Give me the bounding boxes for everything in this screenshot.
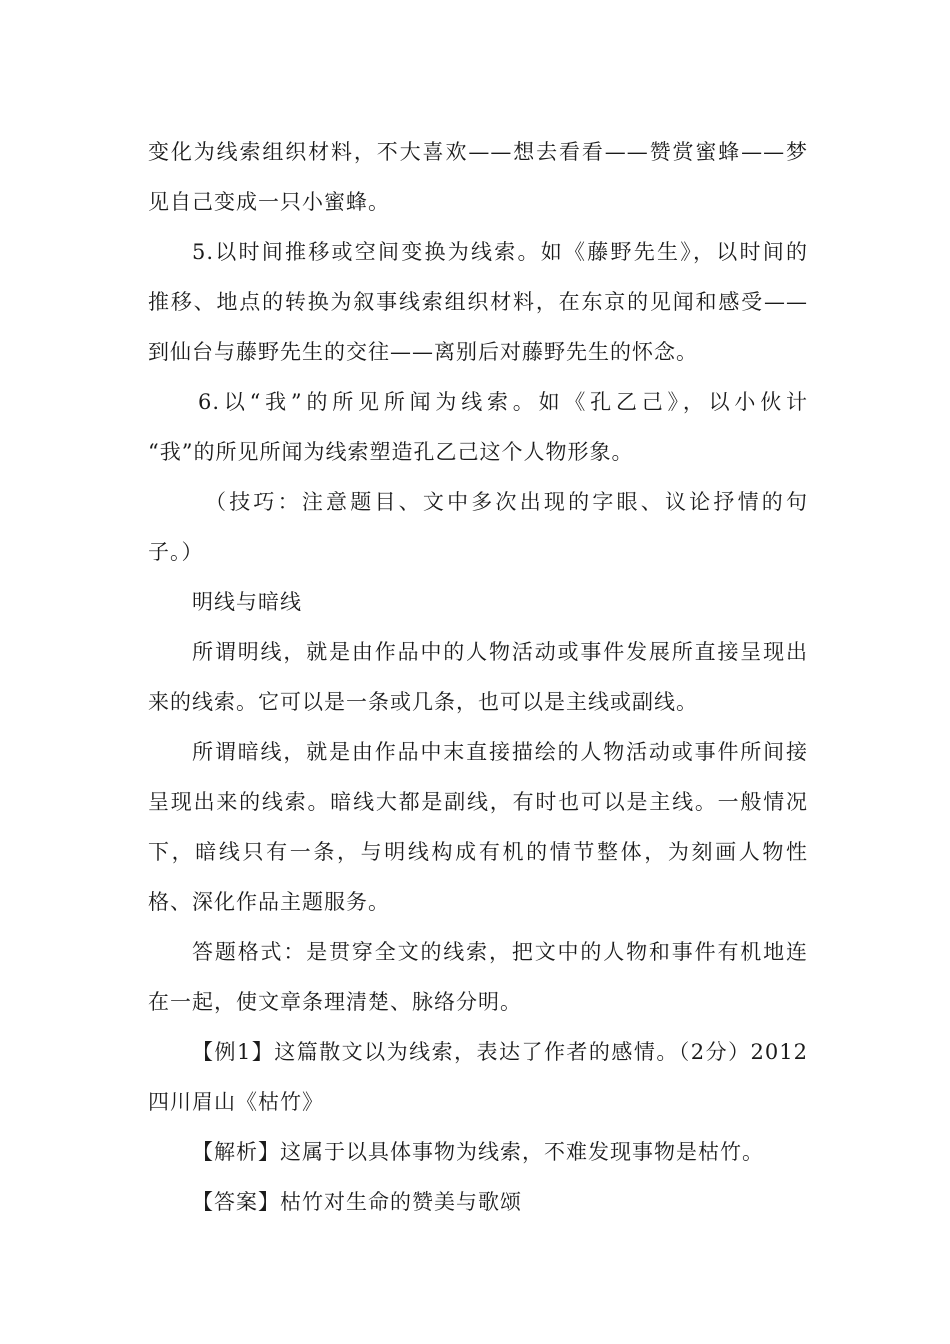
answer-line: 【答案】枯竹对生命的赞美与歌颂 bbox=[192, 1190, 522, 1214]
section-heading: 明线与暗线 bbox=[192, 590, 302, 614]
text-line: 变化为线索组织材料，不大喜欢——想去看看——赞赏蜜蜂——梦 bbox=[148, 140, 808, 164]
text-line: 在一起，使文章条理清楚、脉络分明。 bbox=[148, 990, 522, 1014]
text-line: 来的线索。它可以是一条或几条，也可以是主线或副线。 bbox=[148, 690, 698, 714]
example-line: 【例1】这篇散文以为线索，表达了作者的感情。（2分）2012 bbox=[192, 1040, 808, 1064]
text-line: 格、深化作品主题服务。 bbox=[148, 890, 390, 914]
analysis-line: 【解析】这属于以具体事物为线索，不难发现事物是枯竹。 bbox=[192, 1140, 764, 1164]
text-line: （技巧：注意题目、文中多次出现的字眼、议论抒情的句 bbox=[205, 490, 808, 514]
text-line: 5.以时间推移或空间变换为线索。如《藤野先生》，以时间的 bbox=[192, 240, 808, 264]
text-line: 所谓明线，就是由作品中的人物活动或事件发展所直接呈现出 bbox=[192, 640, 808, 664]
text-line: 下，暗线只有一条，与明线构成有机的情节整体，为刻画人物性 bbox=[148, 840, 808, 864]
text-line: 四川眉山《枯竹》 bbox=[148, 1090, 324, 1114]
text-line: 到仙台与藤野先生的交往——离别后对藤野先生的怀念。 bbox=[148, 340, 698, 364]
text-line: 子。） bbox=[148, 540, 204, 564]
text-line: 呈现出来的线索。暗线大都是副线，有时也可以是主线。一般情况 bbox=[148, 790, 808, 814]
text-line: “我”的所见所闻为线索塑造孔乙己这个人物形象。 bbox=[148, 440, 634, 464]
text-line: 推移、地点的转换为叙事线索组织材料，在东京的见闻和感受—— bbox=[148, 290, 808, 314]
text-line: 答题格式：是贯穿全文的线索，把文中的人物和事件有机地连 bbox=[192, 940, 808, 964]
text-line: 所谓暗线，就是由作品中末直接描绘的人物活动或事件所间接 bbox=[192, 740, 808, 764]
text-line: 见自己变成一只小蜜蜂。 bbox=[148, 190, 390, 214]
text-line: 6.以“我”的所见所闻为线索。如《孔乙己》，以小伙计 bbox=[198, 390, 808, 414]
